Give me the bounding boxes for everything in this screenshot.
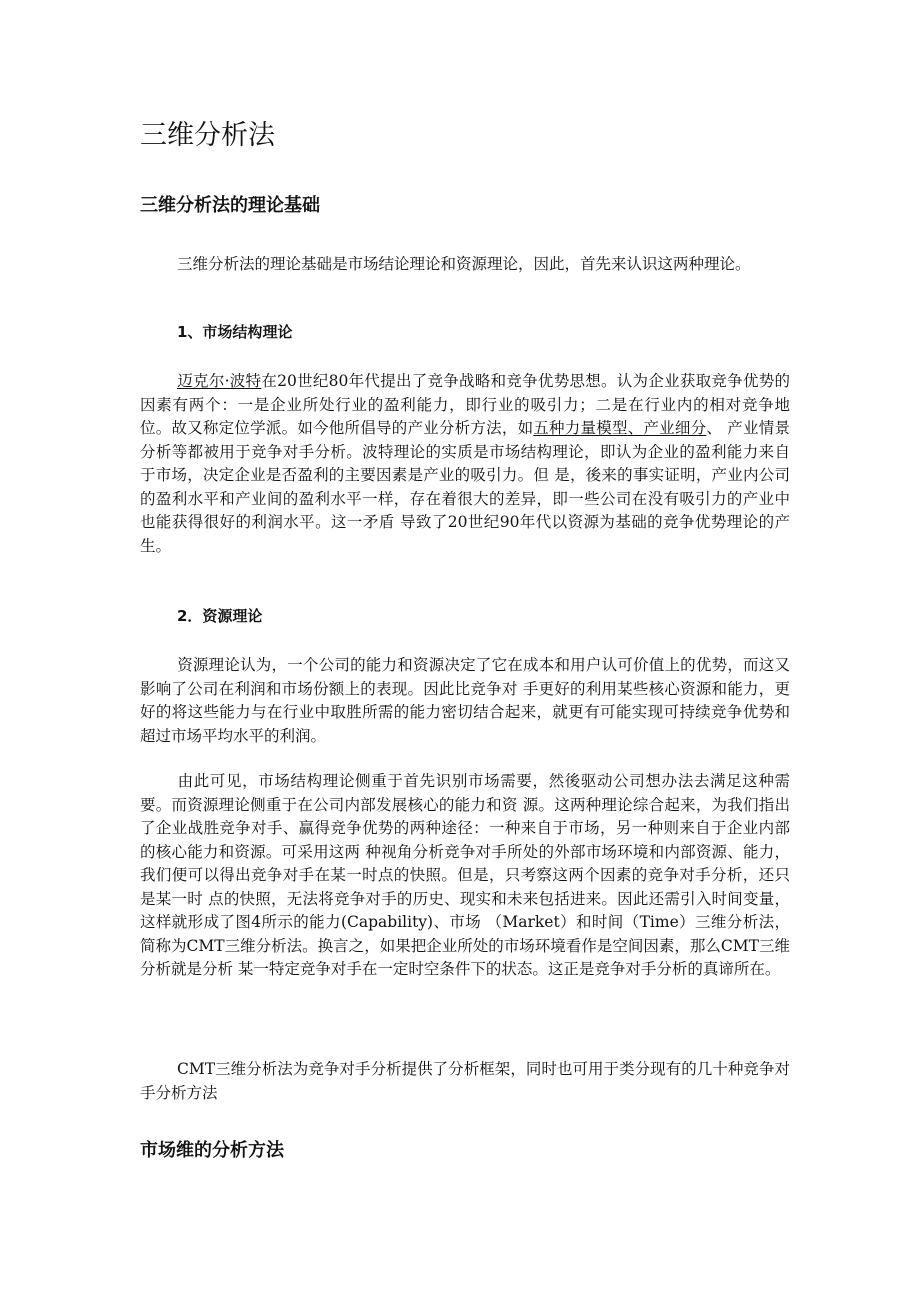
page-title: 三维分析法: [140, 120, 275, 151]
market-structure-paragraph: [140, 370, 790, 558]
intro-paragraph: [140, 253, 790, 277]
five-forces-link[interactable]: 五种力量模型: [533, 419, 628, 437]
market-structure-text-1: 在20世纪80年代提出了竞争战略和竞争优势思想。认为企业获取竞争优势的因素有两个：一是企业所处行业的盈利能力，即行业的吸引力；二是在行业内的相对竞争地位。故又称定位学派。如今他所倡导的产业分析方法，如: [140, 372, 790, 437]
intro-text: 三维分析法的理论基础是市场结论理论和资源理论，因此，首先来认识这两种理论。: [177, 255, 751, 273]
subheading-market-structure: 1、市场结构理论: [177, 323, 293, 341]
resource-text-2: 由此可见，市场结构理论侧重于首先识别市场需要，然後驱动公司想办法去满足这种需要。而资源理论侧重于在公司内部发展核心的能力和资 源。这两种理论综合起来，为我们指出了企业战胜竞争对手、赢得竞争优势的两种途径：一种来自于市场，另一种则来自于企业内部的核心能力和资源。可采用这两 种视角分析竞争对手所处的外部市场环境和内部资源、能力，我们便可以得出竞争对手在某一时点的快照。但是，只考察这两个因素的竞争对手分析，还只是某一时 点的快照，无法将竞争对手的历史、现实和未来包括进来。因此还需引入时间变量，这样就形成了图4所示的能力(Capability)、市场 （Market）和时间（Time）三维分析法，简称为CMT三维分析法。换言之，如果把企业所处的市场环境看作是空间因素，那么CMT三维分析就是分析 某一特定竞争对手在一定时空条件下的状态。这正是竞争对手分析的真谛所在。: [140, 772, 790, 978]
resource-text-3: CMT三维分析法为竞争对手分析提供了分析框架，同时也可用于类分现有的几十种竞争对手分析方法: [140, 1060, 790, 1102]
resource-text-1: 资源理论认为，一个公司的能力和资源决定了它在成本和用户认可价值上的优势，而这又影响了公司在利润和市场份额上的表现。因此比竞争对 手更好的利用某些核心资源和能力，更好的将这些能力与在行业中取胜所需的能力密切结合起来，就更有可能实现可持续竞争优势和超过市场平均水平的利润。: [140, 656, 790, 745]
porter-link[interactable]: 迈克尔·波特: [177, 372, 262, 390]
resource-paragraph-3: [140, 1058, 790, 1105]
resource-paragraph-1: [140, 654, 790, 748]
section-heading-theory: 三维分析法的理论基础: [140, 195, 320, 216]
link-separator: 、: [627, 419, 644, 437]
market-structure-text-2: 、 产业情景分析等都被用于竞争对手分析。波特理论的实质是市场结构理论，即认为企业的盈利能力来自于市场，决定企业是否盈利的主要因素是产业的吸引力。但 是，後来的事实证明，产业内公司的盈利水平和产业间的盈利水平一样，存在着很大的差异，即一些公司在没有吸引力的产业中也能获得很好的利润水平。这一矛盾 导致了20世纪90年代以资源为基础的竞争优势理论的产生。: [140, 419, 790, 555]
industry-segment-link[interactable]: 产业细分: [643, 419, 707, 437]
subheading-resource-theory: 2．资源理论: [177, 607, 263, 625]
resource-paragraph-2: [140, 770, 790, 982]
section-heading-market-dimension: 市场维的分析方法: [140, 1140, 284, 1161]
